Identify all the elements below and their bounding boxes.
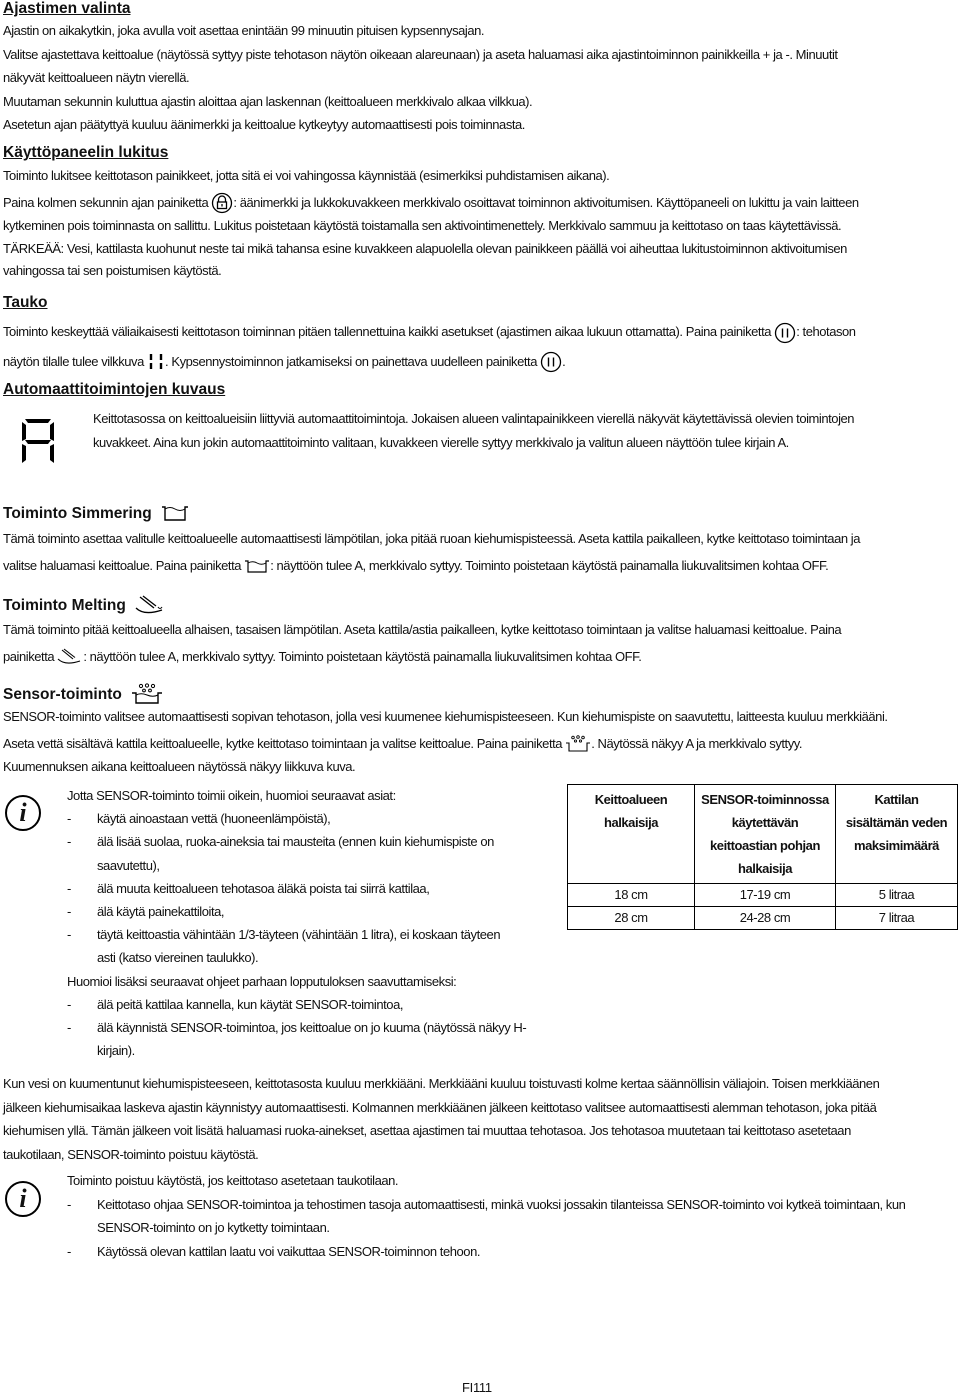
lock-text: [3, 164, 957, 283]
table-row: [568, 907, 958, 930]
list-item: - käytä ainoastaan vettä (huoneenlämpöistä),: [67, 807, 562, 830]
melting-line-part: : näyttöön tulee A, merkkivalo syttyy. Toiminto poistetaan käytöstä painamalla liukuvalitsimen kohtaa OFF.: [83, 648, 642, 664]
timer-line: Muutaman sekunnin kuluttua ajastin aloittaa ajan laskennan (keittoalueen merkkivalo alkaa vilkkua).: [3, 93, 533, 109]
header-line: halkaisija: [737, 861, 793, 876]
simmering-section: [3, 503, 957, 523]
melting-section: [3, 594, 957, 616]
info-intro: Jotta SENSOR-toiminto toimii oikein, huomioi seuraavat asiat:: [67, 788, 396, 803]
table-header-row: [568, 785, 958, 884]
list-item: - älä peitä kattilaa kannella, kun käytät SENSOR-toimintoa,: [67, 993, 562, 1016]
pause-line-part: näytön tilalle tulee vilkkuva: [3, 353, 144, 369]
list-item: [67, 830, 562, 876]
pause-icon: [774, 322, 796, 344]
info-list: [67, 993, 562, 1063]
table-header-cell: [568, 785, 695, 884]
melting-text: [3, 618, 957, 668]
pause-icon: [540, 351, 562, 373]
lock-line: [3, 191, 957, 215]
timer-heading: Ajastimen valinta: [3, 0, 131, 17]
table-cell: 28 cm: [568, 907, 695, 930]
list-item: - älä muuta keittoalueen tehotasoa äläkä poista tai siirrä kattilaa,: [67, 877, 562, 900]
info-icon: i: [5, 1181, 41, 1217]
sensor-line: [3, 732, 957, 756]
header-line: Keittoalueen: [594, 792, 668, 807]
info-more: Huomioi lisäksi seuraavat ohjeet parhaan lopputuloksen saavuttamiseksi:: [67, 973, 457, 989]
timer-section: [3, 0, 957, 18]
lock-line-part: : äänimerkki ja lukkokuvakkeen merkkivalo osoittavat toiminnon aktivoitumisen. Käyttöpaneeli on lukittu ja vain laitteen: [233, 194, 859, 210]
auto-heading: Automaattitoimintojen kuvaus: [3, 381, 226, 398]
melting-line: [3, 645, 957, 669]
sensor-line: Kuumennuksen aikana keittoalueen näytössä näkyy liikkuva kuva.: [3, 759, 356, 774]
lock-line: TÄRKEÄÄ: Vesi, kattilasta kuohunut neste tai mikä tahansa esine kuvakkeen alapuolella olevan painikkeen päällä voi aiheuttaa lukitustoiminnon aktivoitumisen: [3, 240, 847, 256]
header-line: käytettävän: [731, 815, 799, 830]
sensor-boil-icon: [130, 683, 164, 705]
table-cell: 5 litraa: [836, 884, 958, 907]
pause-line-part: . Kypsennystoiminnon jatkamiseksi on painettava uudelleen painiketta: [165, 353, 537, 369]
sensor-info-block-2: [67, 1169, 957, 1263]
table-header-cell: [836, 785, 958, 884]
header-line: maksimimäärä: [854, 838, 939, 853]
header-line: Kattilan: [874, 792, 919, 807]
list-item-text: SENSOR-toiminto on jo kytketty toimintaan.: [97, 1220, 330, 1235]
lock-line-part: Paina kolmen sekunnin ajan painiketta: [3, 194, 209, 210]
sensor-after-line: Kun vesi on kuumentunut kiehumispisteeseen, keittotasosta kuuluu merkkiääni. Merkkiääni kuuluu toistuvasti kolme kertaa säännöllisin väliajoin. Toisen merkkiäänen: [3, 1076, 880, 1091]
list-item: - Käytössä olevan kattilan laatu voi vaikuttaa SENSOR-toiminnon tehoon.: [67, 1240, 957, 1264]
timer-line: Asetetun ajan päätyttyä kuuluu äänimerkki ja keittoalue kytkeytyy automaattisesti pois toiminnasta.: [3, 117, 525, 132]
list-item: [67, 1193, 957, 1240]
lock-line: vahingossa tai sen poistumisen käytöstä.: [3, 262, 222, 278]
pause-line-part: Toiminto keskeyttää väliaikaisesti keittotason toiminnan pitäen tallennettuina kaikki asetukset (ajastimen aikaa lukuun ottamatta). Paina painiketta: [3, 324, 772, 339]
melt-icon: [134, 594, 166, 616]
melting-heading-row: [3, 594, 166, 616]
list-item-text: täytä keittoastia vähintään 1/3-täyteen (vähintään 1 litra), ei koskaan täyteen: [97, 927, 501, 943]
table-row: [568, 884, 958, 907]
sensor-after-line: taukotilaan, SENSOR-toiminto poistuu käytöstä.: [3, 1146, 259, 1162]
lock-icon: [211, 192, 233, 214]
blinking-display-icon: [147, 352, 165, 372]
table-cell: 24-28 cm: [695, 907, 836, 930]
info-icon: i: [5, 795, 41, 831]
lock-section: [3, 144, 957, 162]
auto-line: Keittotasossa on keittoalueisiin liittyviä automaattitoimintoja. Jokaisen alueen valintapainikkeen vierellä näkyvät käytettävissä olevien toimintojen: [93, 411, 855, 426]
table-cell: 18 cm: [568, 884, 695, 907]
page-number: FI111: [462, 1380, 492, 1395]
simmering-line-part: : näyttöön tulee A, merkkivalo syttyy. Toiminto poistetaan käytöstä painamalla liukuvalitsimen kohtaa OFF.: [270, 557, 829, 573]
list-item-text: asti (katso viereinen taulukko).: [97, 950, 259, 966]
sensor-section: [3, 683, 957, 705]
simmering-line: [3, 554, 957, 578]
sensor-after-line: kiehumisen yllä. Tämän jälkeen voit lisätä haluamasi ruoka-ainekset, asettaa ajastimen tai muuttaa tehotasoa. Jos tehotasoa muutetaan tai keittotaso asetetaan: [3, 1123, 851, 1138]
display-letter-a-icon: [20, 417, 56, 467]
header-line: sisältämän veden: [845, 815, 948, 830]
melt-icon: [57, 648, 83, 666]
table-cell: 7 litraa: [836, 907, 958, 930]
info-list: [67, 807, 562, 969]
table-cell: 17-19 cm: [695, 884, 836, 907]
pause-text: [3, 320, 957, 373]
lock-line: Toiminto lukitsee keittotason painikkeet, jotta sitä ei voi vahingossa käynnistää (esimerkiksi puhdistamisen aikana).: [3, 168, 610, 183]
header-line: SENSOR-toiminnossa: [701, 792, 829, 807]
pause-section: [3, 294, 957, 312]
sensor-line-part: . Näytössä näkyy A ja merkkivalo syttyy.: [591, 735, 803, 751]
list-item-text: Keittotaso ohjaa SENSOR-toimintoa ja tehostimen tasoja automaattisesti, minkä vuoksi jossakin tilanteissa SENSOR-toiminto voi kytkeä toimintaan, kun: [97, 1196, 906, 1212]
pause-line: [3, 320, 957, 344]
lock-heading: Käyttöpaneelin lukitus: [3, 144, 169, 161]
sensor-after-text: [3, 1072, 957, 1166]
timer-line: näkyvät keittoalueen näytn vierellä.: [3, 70, 190, 85]
sensor-after-line: jälkeen kiehumisaikaa laskeva ajastin käynnistyy automaattisesti. Kolmannen merkkiäänen jälkeen keittotaso valitsee automaattisesti alemman tehotason, joka pitää: [3, 1099, 877, 1115]
timer-line: Valitse ajastettava keittoalue (näytössä syttyy piste tehotason näytön oikeaan alareunaan) ja aseta haluamasi aika ajastintoiminnon painikkeilla + ja -. Minuutit: [3, 46, 838, 62]
sensor-heading-row: [3, 683, 164, 705]
simmer-pot-icon: [244, 558, 270, 574]
sensor-line-part: Aseta vettä sisältävä kattila keittoalueelle, kytke keittotaso toimintaan ja valitse keittoalue. Paina painiketta: [3, 735, 563, 751]
lock-line: kytkeminen pois toiminnasta on sallittu. Lukitus poistetaan käytöstä toistamalla sen aktivointimenettely. Merkkivalo sammuu ja keittotaso on taas käytettävissä.: [3, 218, 842, 234]
simmering-heading: Toiminto Simmering: [3, 504, 152, 522]
auto-text: [93, 407, 854, 454]
pause-heading: Tauko: [3, 294, 48, 311]
table-header-cell: [695, 785, 836, 884]
info-list: [67, 1193, 957, 1264]
simmering-line-part: valitse haluamasi keittoalue. Paina painiketta: [3, 557, 242, 573]
list-item: [67, 923, 562, 969]
auto-line: kuvakkeet. Aina kun jokin automaattitoiminto valitaan, kuvakkeen vierelle syttyy merkkivalo ja valitun alueen näyttöön tulee kirjain A.: [93, 434, 789, 450]
list-item-text: älä lisää suolaa, ruoka-aineksia tai mausteita (ennen kuin kiehumispiste on: [97, 834, 494, 850]
pause-line: [3, 350, 957, 374]
auto-section: [3, 381, 957, 399]
sensor-heading: Sensor-toiminto: [3, 685, 122, 703]
simmering-heading-row: [3, 503, 190, 523]
info-intro: Toiminto poistuu käytöstä, jos keittotaso asetetaan taukotilaan.: [67, 1173, 399, 1188]
melting-line: Tämä toiminto pitää keittoalueella alhaisen, tasaisen lämpötilan. Aseta kattila/astia paikalleen, kytke keittotaso toimintaan ja valitse haluamasi keittoalue. Paina: [3, 622, 842, 637]
sensor-boil-icon: [565, 735, 591, 753]
list-item: - älä käytä painekattiloita,: [67, 900, 562, 923]
simmer-pot-icon: [160, 503, 190, 523]
timer-line: Ajastin on aikakytkin, joka avulla voit asettaa enintään 99 minuutin pituisen kypsennysajan.: [3, 23, 485, 38]
melting-heading: Toiminto Melting: [3, 596, 126, 614]
list-item-text: kirjain).: [97, 1043, 135, 1059]
sensor-line: SENSOR-toiminto valitsee automaattisesti sopivan tehotason, jolla vesi kuumenee kiehumispisteeseen. Kun kiehumispiste on saavutettu, laitteesta kuuluu merkkiääni.: [3, 709, 888, 724]
list-item: [67, 1016, 562, 1062]
pan-size-table: [567, 784, 958, 930]
list-item-text: älä käynnistä SENSOR-toimintoa, jos keittoalue on jo kuuma (näytössä näkyy H-: [97, 1020, 527, 1036]
header-line: halkaisija: [603, 815, 659, 830]
simmering-line: Tämä toiminto asettaa valitulle keittoalueelle automaattisesti lämpötilan, joka pitää ruoan kiehumispisteessä. Aseta kattila paikalleen, kytke keittotaso toimintaan ja: [3, 531, 861, 546]
pause-line-part: .: [562, 353, 566, 369]
timer-text: [3, 19, 957, 137]
pause-line-part: : tehotason: [796, 324, 856, 339]
list-item-text: saavutettu),: [97, 857, 160, 873]
sensor-info-block: [67, 784, 562, 1062]
melting-line-part: painiketta: [3, 648, 55, 664]
sensor-text: [3, 705, 957, 779]
header-line: keittoastian pohjan: [710, 838, 820, 853]
simmering-text: [3, 527, 957, 577]
